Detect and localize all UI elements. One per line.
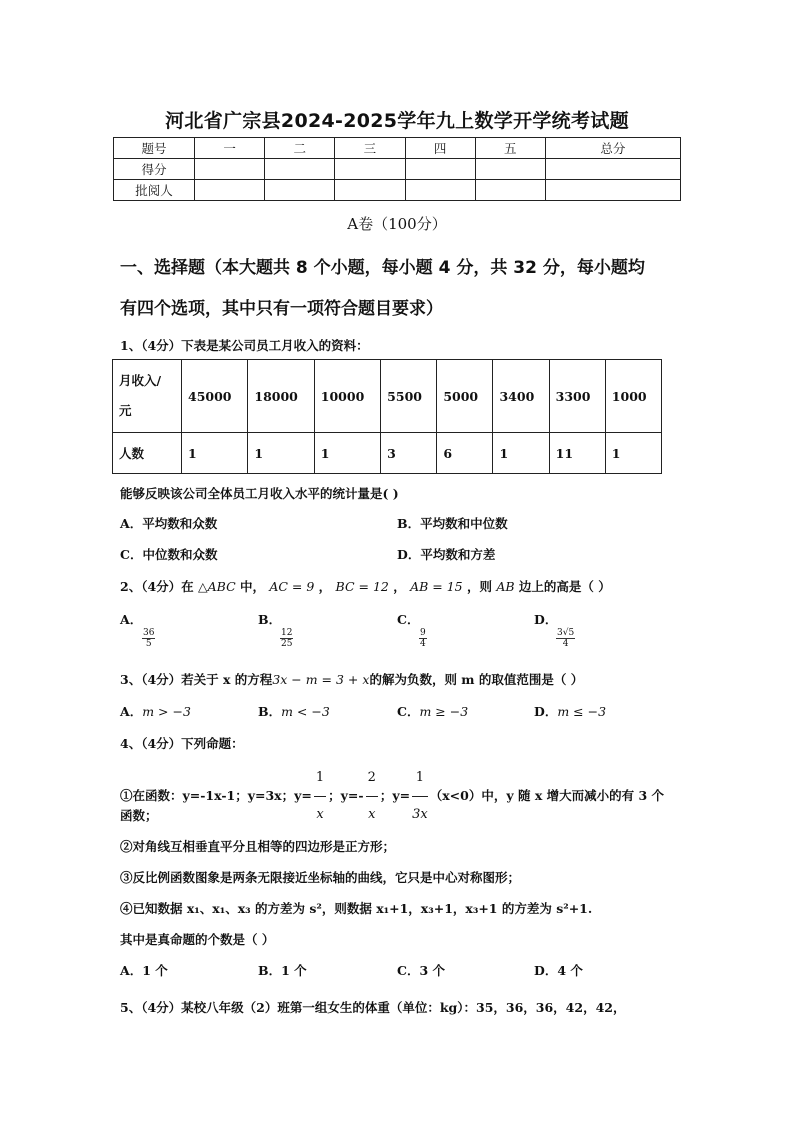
income-cell: 5000 bbox=[437, 360, 493, 433]
q2-ab: AB = 15 bbox=[410, 579, 463, 594]
q4-item1-line2: 函数； bbox=[120, 808, 158, 823]
q2-ac: AC = 9 bbox=[269, 579, 315, 594]
score-cell[interactable] bbox=[405, 159, 475, 180]
q3-stem bbox=[120, 670, 583, 688]
score-table-header-row bbox=[114, 138, 681, 159]
q4-item1-pre: ①在函数：y=-1x-1；y=3x；y= bbox=[120, 788, 312, 803]
q3-option-a[interactable] bbox=[120, 702, 191, 720]
count-cell: 1 bbox=[248, 433, 314, 474]
q2-pre: 2、（4分）在 bbox=[120, 579, 194, 594]
q2-ab2: AB bbox=[496, 579, 515, 594]
income-label-b: 元 bbox=[119, 403, 132, 418]
score-cell[interactable] bbox=[475, 159, 545, 180]
q4-fraction-3 bbox=[412, 760, 428, 833]
q4-stem: 4、（4分）下列命题： bbox=[120, 736, 244, 751]
frac-numerator: 2 bbox=[366, 760, 378, 797]
q3-d-value: m ≤ −3 bbox=[557, 704, 607, 719]
q3-c-label: C． bbox=[397, 704, 420, 719]
income-cell: 45000 bbox=[182, 360, 248, 433]
income-row-label bbox=[113, 360, 182, 433]
q3-equation: 3x − m = 3 + x bbox=[272, 672, 370, 687]
score-header-cell: 五 bbox=[475, 138, 545, 159]
frac-denominator: 4 bbox=[562, 639, 569, 649]
score-row-label: 得分 bbox=[114, 159, 195, 180]
count-cell: 1 bbox=[314, 433, 380, 474]
q3-b-label: B． bbox=[258, 704, 282, 719]
income-label-a: 月收入/ bbox=[119, 373, 162, 388]
income-cell: 10000 bbox=[314, 360, 380, 433]
q2-bc: BC = 12 bbox=[335, 579, 389, 594]
q2-option-a[interactable] bbox=[120, 610, 155, 649]
q2-mid1: 中， bbox=[235, 579, 265, 594]
score-cell[interactable] bbox=[195, 180, 265, 201]
score-cell[interactable] bbox=[335, 180, 405, 201]
q1-question: 能够反映该公司全体员工月收入水平的统计量是( ) bbox=[120, 486, 399, 501]
frac-denominator: 5 bbox=[145, 639, 152, 649]
score-row-label: 批阅人 bbox=[114, 180, 195, 201]
q3-a-value: m > −3 bbox=[142, 704, 191, 719]
q3-option-b[interactable] bbox=[258, 702, 330, 720]
q2-d-label: D． bbox=[534, 612, 558, 627]
score-cell[interactable] bbox=[265, 159, 335, 180]
q4-fraction-2 bbox=[366, 760, 378, 833]
score-cell[interactable] bbox=[195, 159, 265, 180]
q2-c-label: C． bbox=[397, 612, 420, 627]
income-cell: 1000 bbox=[605, 360, 661, 433]
q2-c-fraction bbox=[419, 628, 427, 649]
part1-heading-line2: 有四个选项，其中只有一项符合题目要求） bbox=[120, 299, 443, 319]
q3-d-label: D． bbox=[534, 704, 558, 719]
q4-item2: ②对角线互相垂直平分且相等的四边形是正方形； bbox=[120, 839, 396, 854]
frac-numerator: 1 bbox=[314, 760, 326, 797]
q2-a-label: A． bbox=[120, 612, 143, 627]
score-table bbox=[113, 137, 681, 201]
q4-item1-mid1: ；y=- bbox=[328, 788, 364, 803]
frac-denominator: 25 bbox=[281, 639, 293, 649]
q2-a-fraction bbox=[142, 628, 155, 649]
q1-option-d[interactable]: D．平均数和方差 bbox=[397, 547, 496, 562]
score-cell[interactable] bbox=[475, 180, 545, 201]
q4-item4: ④已知数据 x₁、x₁、x₃ 的方差为 s²，则数据 x₁+1，x₃+1，x₃+1 的方差为 s²+1. bbox=[120, 901, 593, 916]
q2-b-label: B． bbox=[258, 612, 282, 627]
q1-option-a[interactable]: A．平均数和众数 bbox=[120, 516, 218, 531]
frac-denominator: x bbox=[368, 807, 376, 822]
section-a-heading: A卷（100分） bbox=[347, 215, 447, 233]
count-cell: 3 bbox=[381, 433, 437, 474]
q3-option-d[interactable] bbox=[534, 702, 606, 720]
frac-numerator: 3√5 bbox=[557, 628, 575, 638]
frac-denominator: 3x bbox=[412, 807, 428, 822]
count-row bbox=[113, 433, 662, 474]
score-header-cell: 一 bbox=[195, 138, 265, 159]
q4-option-b[interactable]: B．1 个 bbox=[258, 963, 307, 978]
count-cell: 6 bbox=[437, 433, 493, 474]
income-cell: 18000 bbox=[248, 360, 314, 433]
score-table-row bbox=[114, 159, 681, 180]
frac-numerator: 1 bbox=[412, 760, 428, 797]
q4-item1-mid2: ；y= bbox=[379, 788, 411, 803]
q3-a-label: A． bbox=[120, 704, 143, 719]
q3-option-c[interactable] bbox=[397, 702, 468, 720]
score-cell[interactable] bbox=[545, 159, 680, 180]
q2-option-d[interactable] bbox=[534, 610, 575, 649]
q3-c-value: m ≥ −3 bbox=[419, 704, 469, 719]
q2-stem: 2、（4分）在 △ABC 中， AC = 9 ， BC = 12 ， AB = 15 ，则 AB 边上的高是（ ） bbox=[120, 579, 611, 594]
count-cell: 1 bbox=[182, 433, 248, 474]
score-cell[interactable] bbox=[335, 159, 405, 180]
frac-denominator: x bbox=[316, 807, 324, 822]
score-header-cell: 三 bbox=[335, 138, 405, 159]
income-cell: 3300 bbox=[549, 360, 605, 433]
part1-heading-line1: 一、选择题（本大题共 8 个小题，每小题 4 分，共 32 分，每小题均 bbox=[120, 258, 645, 278]
q3-pre: 3、（4分）若关于 x 的方程 bbox=[120, 672, 273, 687]
score-header-cell: 总分 bbox=[545, 138, 680, 159]
q4-option-c[interactable]: C．3 个 bbox=[397, 963, 445, 978]
income-cell: 5500 bbox=[381, 360, 437, 433]
q4-item1 bbox=[120, 760, 664, 833]
q2-end: 边上的高是（ ） bbox=[514, 579, 611, 594]
q2-mid2: ，则 bbox=[466, 579, 492, 594]
q3-post: 的解为负数，则 m 的取值范围是（ ） bbox=[369, 672, 584, 687]
count-cell: 1 bbox=[493, 433, 549, 474]
q1-option-c[interactable]: C．中位数和众数 bbox=[120, 547, 218, 562]
score-cell[interactable] bbox=[545, 180, 680, 201]
q4-question: 其中是真命题的个数是（ ） bbox=[120, 932, 275, 947]
score-header-cell: 题号 bbox=[114, 138, 195, 159]
frac-numerator: 12 bbox=[281, 628, 293, 638]
income-row bbox=[113, 360, 662, 433]
q4-option-d[interactable]: D．4 个 bbox=[534, 963, 583, 978]
q1-stem: 1、（4分）下表是某公司员工月收入的资料： bbox=[120, 338, 369, 353]
income-table bbox=[112, 359, 662, 474]
q5-stem: 5、（4分）某校八年级（2）班第一组女生的体重（单位：kg）：35，36，36，42，42， bbox=[120, 1000, 626, 1015]
count-cell: 11 bbox=[549, 433, 605, 474]
score-header-cell: 四 bbox=[405, 138, 475, 159]
q2-option-c[interactable] bbox=[397, 610, 427, 649]
q4-option-a[interactable]: A．1 个 bbox=[120, 963, 168, 978]
q3-b-value: m < −3 bbox=[281, 704, 330, 719]
q2-triangle: △ABC bbox=[198, 579, 236, 594]
score-header-cell: 二 bbox=[265, 138, 335, 159]
count-row-label: 人数 bbox=[113, 433, 182, 474]
score-table-row bbox=[114, 180, 681, 201]
frac-denominator: 4 bbox=[420, 639, 426, 649]
q2-b-fraction bbox=[280, 628, 293, 649]
score-cell[interactable] bbox=[405, 180, 475, 201]
q4-item1-post: （x<0）中，y 随 x 增大而减小的有 3 个 bbox=[429, 788, 665, 803]
q1-option-b[interactable]: B．平均数和中位数 bbox=[397, 516, 508, 531]
page-title: 河北省广宗县2024-2025学年九上数学开学统考试题 bbox=[165, 110, 629, 132]
income-cell: 3400 bbox=[493, 360, 549, 433]
frac-numerator: 36 bbox=[143, 628, 155, 638]
q4-item3: ③反比例函数图象是两条无限接近坐标轴的曲线，它只是中心对称图形； bbox=[120, 870, 521, 885]
q2-d-fraction bbox=[556, 628, 575, 649]
q2-option-b[interactable] bbox=[258, 610, 293, 649]
count-cell: 1 bbox=[605, 433, 661, 474]
q4-fraction-1 bbox=[314, 760, 326, 833]
score-cell[interactable] bbox=[265, 180, 335, 201]
frac-numerator: 9 bbox=[420, 628, 426, 638]
